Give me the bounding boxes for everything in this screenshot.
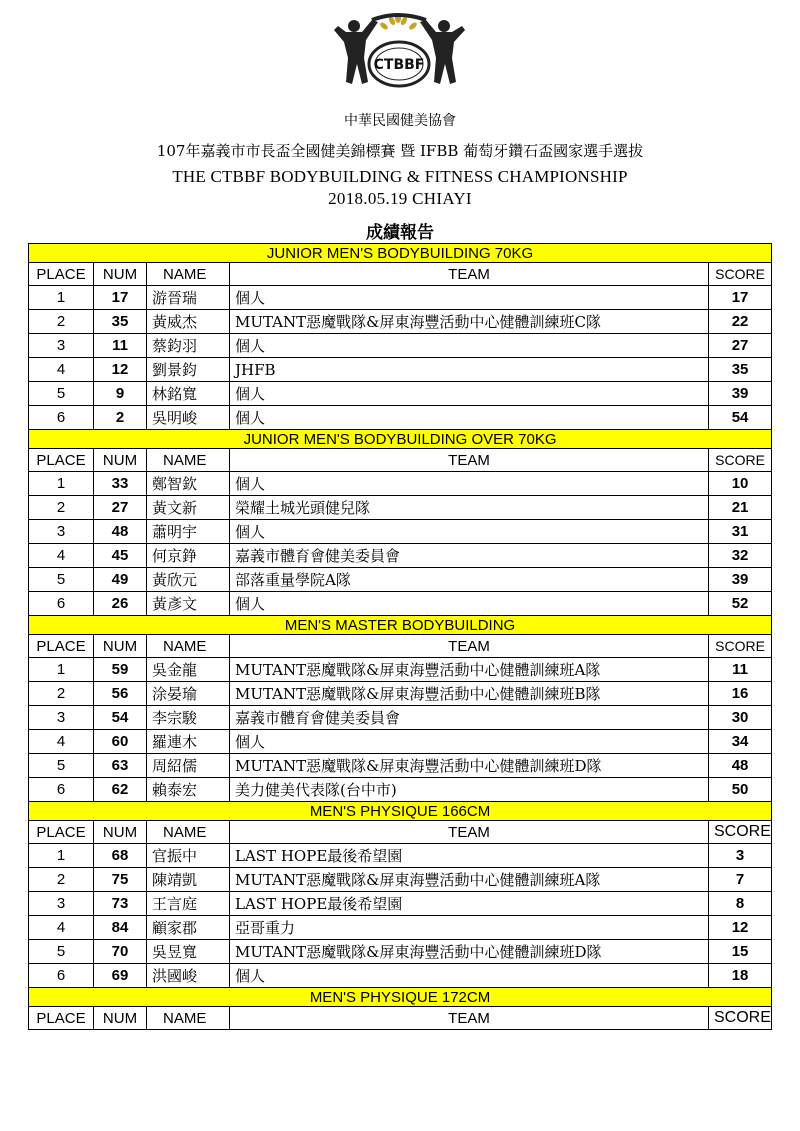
column-header-team: TEAM (230, 1007, 709, 1030)
name-cell: 鄭智欽 (147, 472, 230, 496)
team-cell: 嘉義市體育會健美委員會 (230, 706, 709, 730)
team-cell: 榮耀土城光頭健兒隊 (230, 496, 709, 520)
column-header-place: PLACE (29, 821, 94, 844)
table-row (29, 754, 772, 778)
name-cell: 何京錚 (147, 544, 230, 568)
table-row (29, 382, 772, 406)
name-cell: 吳明峻 (147, 406, 230, 430)
team-cell: 個人 (230, 406, 709, 430)
score-cell: 12 (709, 916, 772, 940)
num-cell: 70 (94, 940, 147, 964)
place-cell: 3 (29, 334, 94, 358)
score-cell: 10 (709, 472, 772, 496)
place-cell: 6 (29, 964, 94, 988)
name-cell: 官振中 (147, 844, 230, 868)
score-cell: 27 (709, 334, 772, 358)
score-cell: 32 (709, 544, 772, 568)
column-header-place: PLACE (29, 1007, 94, 1030)
column-header-place: PLACE (29, 263, 94, 286)
name-cell: 游晉瑞 (147, 286, 230, 310)
place-cell: 4 (29, 358, 94, 382)
name-cell: 黃威杰 (147, 310, 230, 334)
num-cell: 35 (94, 310, 147, 334)
table-row (29, 568, 772, 592)
num-cell: 17 (94, 286, 147, 310)
score-cell: 15 (709, 940, 772, 964)
category-banner (29, 616, 772, 635)
num-cell: 45 (94, 544, 147, 568)
column-header-name: NAME (147, 449, 230, 472)
category-title: MEN'S PHYSIQUE 166CM (29, 802, 772, 821)
event-date-location: 2018.05.19 CHIAYI (328, 189, 472, 208)
place-cell: 3 (29, 520, 94, 544)
score-cell: 16 (709, 682, 772, 706)
table-row (29, 706, 772, 730)
table-row (29, 520, 772, 544)
table-row (29, 358, 772, 382)
team-cell: MUTANT惡魔戰隊&屏東海豐活動中心健體訓練班A隊 (230, 658, 709, 682)
table-row (29, 472, 772, 496)
team-cell: JHFB (230, 358, 709, 382)
results-body (29, 244, 772, 1030)
place-cell: 5 (29, 568, 94, 592)
team-cell: 個人 (230, 730, 709, 754)
num-cell: 56 (94, 682, 147, 706)
name-cell: 洪國峻 (147, 964, 230, 988)
team-cell: 部落重量學院A隊 (230, 568, 709, 592)
event-title-english: THE CTBBF BODYBUILDING & FITNESS CHAMPIONSHIP (172, 167, 628, 186)
name-cell: 賴泰宏 (147, 778, 230, 802)
place-cell: 4 (29, 544, 94, 568)
num-cell: 59 (94, 658, 147, 682)
table-row (29, 892, 772, 916)
column-header-score: SCORE (709, 449, 772, 472)
column-header-num: NUM (94, 263, 147, 286)
ctbbf-logo (332, 12, 466, 104)
place-cell: 5 (29, 754, 94, 778)
place-cell: 6 (29, 406, 94, 430)
score-cell: 54 (709, 406, 772, 430)
name-cell: 劉景鈞 (147, 358, 230, 382)
team-cell: 個人 (230, 520, 709, 544)
table-row (29, 592, 772, 616)
table-row (29, 682, 772, 706)
results-table (28, 243, 772, 1030)
num-cell: 60 (94, 730, 147, 754)
category-title: JUNIOR MEN'S BODYBUILDING OVER 70KG (29, 430, 772, 449)
column-header-num: NUM (94, 821, 147, 844)
column-header-name: NAME (147, 821, 230, 844)
place-cell: 6 (29, 778, 94, 802)
column-header-place: PLACE (29, 449, 94, 472)
name-cell: 黃文新 (147, 496, 230, 520)
column-header-team: TEAM (230, 449, 709, 472)
score-cell: 48 (709, 754, 772, 778)
place-cell: 5 (29, 382, 94, 406)
team-cell: 個人 (230, 382, 709, 406)
place-cell: 2 (29, 682, 94, 706)
table-row (29, 544, 772, 568)
name-cell: 周紹儒 (147, 754, 230, 778)
team-cell: MUTANT惡魔戰隊&屏東海豐活動中心健體訓練班D隊 (230, 754, 709, 778)
name-cell: 黃彥文 (147, 592, 230, 616)
name-cell: 王言庭 (147, 892, 230, 916)
place-cell: 2 (29, 496, 94, 520)
column-header-place: PLACE (29, 635, 94, 658)
column-header-row (29, 821, 772, 844)
table-row (29, 310, 772, 334)
column-header-num: NUM (94, 1007, 147, 1030)
table-row (29, 286, 772, 310)
num-cell: 84 (94, 916, 147, 940)
team-cell: 亞哥重力 (230, 916, 709, 940)
name-cell: 羅連木 (147, 730, 230, 754)
team-cell: LAST HOPE最後希望園 (230, 844, 709, 868)
team-cell: 個人 (230, 592, 709, 616)
score-cell: 34 (709, 730, 772, 754)
num-cell: 2 (94, 406, 147, 430)
name-cell: 顧家郡 (147, 916, 230, 940)
column-header-num: NUM (94, 635, 147, 658)
column-header-score: SCORE (709, 263, 772, 286)
num-cell: 62 (94, 778, 147, 802)
table-row (29, 658, 772, 682)
table-row (29, 964, 772, 988)
score-cell: 35 (709, 358, 772, 382)
score-cell: 31 (709, 520, 772, 544)
place-cell: 3 (29, 706, 94, 730)
column-header-name: NAME (147, 263, 230, 286)
score-cell: 18 (709, 964, 772, 988)
name-cell: 陳靖凱 (147, 868, 230, 892)
team-cell: 嘉義市體育會健美委員會 (230, 544, 709, 568)
team-cell: 美力健美代表隊(台中市) (230, 778, 709, 802)
num-cell: 69 (94, 964, 147, 988)
name-cell: 吳金龍 (147, 658, 230, 682)
num-cell: 68 (94, 844, 147, 868)
column-header-team: TEAM (230, 263, 709, 286)
column-header-team: TEAM (230, 635, 709, 658)
category-title: MEN'S PHYSIQUE 172CM (29, 988, 772, 1007)
score-cell: 30 (709, 706, 772, 730)
table-row (29, 730, 772, 754)
num-cell: 26 (94, 592, 147, 616)
score-cell: 3 (709, 844, 772, 868)
category-banner (29, 988, 772, 1007)
organization-name: 中華民國健美協會 (344, 113, 456, 129)
place-cell: 2 (29, 868, 94, 892)
category-banner (29, 802, 772, 821)
place-cell: 4 (29, 916, 94, 940)
num-cell: 9 (94, 382, 147, 406)
table-row (29, 778, 772, 802)
table-row (29, 868, 772, 892)
name-cell: 黃欣元 (147, 568, 230, 592)
category-banner (29, 244, 772, 263)
score-cell: 11 (709, 658, 772, 682)
column-header-score: SCORE (709, 1007, 772, 1030)
table-row (29, 844, 772, 868)
num-cell: 12 (94, 358, 147, 382)
num-cell: 63 (94, 754, 147, 778)
column-header-score: SCORE (709, 821, 772, 844)
team-cell: MUTANT惡魔戰隊&屏東海豐活動中心健體訓練班C隊 (230, 310, 709, 334)
team-cell: 個人 (230, 334, 709, 358)
team-cell: MUTANT惡魔戰隊&屏東海豐活動中心健體訓練班A隊 (230, 868, 709, 892)
team-cell: 個人 (230, 964, 709, 988)
column-header-team: TEAM (230, 821, 709, 844)
name-cell: 蔡鈞羽 (147, 334, 230, 358)
event-title-chinese: 107年嘉義市市長盃全國健美錦標賽 暨 IFBB 葡萄牙鑽石盃國家選手選拔 (156, 142, 644, 160)
table-row (29, 496, 772, 520)
place-cell: 6 (29, 592, 94, 616)
place-cell: 3 (29, 892, 94, 916)
category-banner (29, 430, 772, 449)
name-cell: 涂晏瑜 (147, 682, 230, 706)
column-header-row (29, 1007, 772, 1030)
place-cell: 1 (29, 286, 94, 310)
score-cell: 39 (709, 568, 772, 592)
column-header-name: NAME (147, 1007, 230, 1030)
score-cell: 39 (709, 382, 772, 406)
score-cell: 17 (709, 286, 772, 310)
category-title: MEN'S MASTER BODYBUILDING (29, 616, 772, 635)
num-cell: 49 (94, 568, 147, 592)
place-cell: 1 (29, 844, 94, 868)
team-cell: 個人 (230, 286, 709, 310)
column-header-row (29, 635, 772, 658)
team-cell: MUTANT惡魔戰隊&屏東海豐活動中心健體訓練班D隊 (230, 940, 709, 964)
num-cell: 54 (94, 706, 147, 730)
table-row (29, 406, 772, 430)
column-header-row (29, 263, 772, 286)
name-cell: 蕭明宇 (147, 520, 230, 544)
num-cell: 27 (94, 496, 147, 520)
team-cell: MUTANT惡魔戰隊&屏東海豐活動中心健體訓練班B隊 (230, 682, 709, 706)
num-cell: 33 (94, 472, 147, 496)
score-cell: 8 (709, 892, 772, 916)
name-cell: 吳昱寬 (147, 940, 230, 964)
score-cell: 7 (709, 868, 772, 892)
column-header-num: NUM (94, 449, 147, 472)
place-cell: 4 (29, 730, 94, 754)
place-cell: 2 (29, 310, 94, 334)
place-cell: 5 (29, 940, 94, 964)
score-cell: 52 (709, 592, 772, 616)
table-row (29, 916, 772, 940)
place-cell: 1 (29, 658, 94, 682)
column-header-score: SCORE (709, 635, 772, 658)
num-cell: 75 (94, 868, 147, 892)
num-cell: 73 (94, 892, 147, 916)
table-row (29, 334, 772, 358)
num-cell: 48 (94, 520, 147, 544)
team-cell: LAST HOPE最後希望園 (230, 892, 709, 916)
name-cell: 李宗駿 (147, 706, 230, 730)
team-cell: 個人 (230, 472, 709, 496)
column-header-row (29, 449, 772, 472)
score-cell: 21 (709, 496, 772, 520)
category-title: JUNIOR MEN'S BODYBUILDING 70KG (29, 244, 772, 263)
table-row (29, 940, 772, 964)
name-cell: 林銘寬 (147, 382, 230, 406)
logo-text: CTBBF (373, 57, 425, 73)
num-cell: 11 (94, 334, 147, 358)
score-cell: 22 (709, 310, 772, 334)
report-title: 成績報告 (366, 223, 434, 243)
score-cell: 50 (709, 778, 772, 802)
place-cell: 1 (29, 472, 94, 496)
column-header-name: NAME (147, 635, 230, 658)
